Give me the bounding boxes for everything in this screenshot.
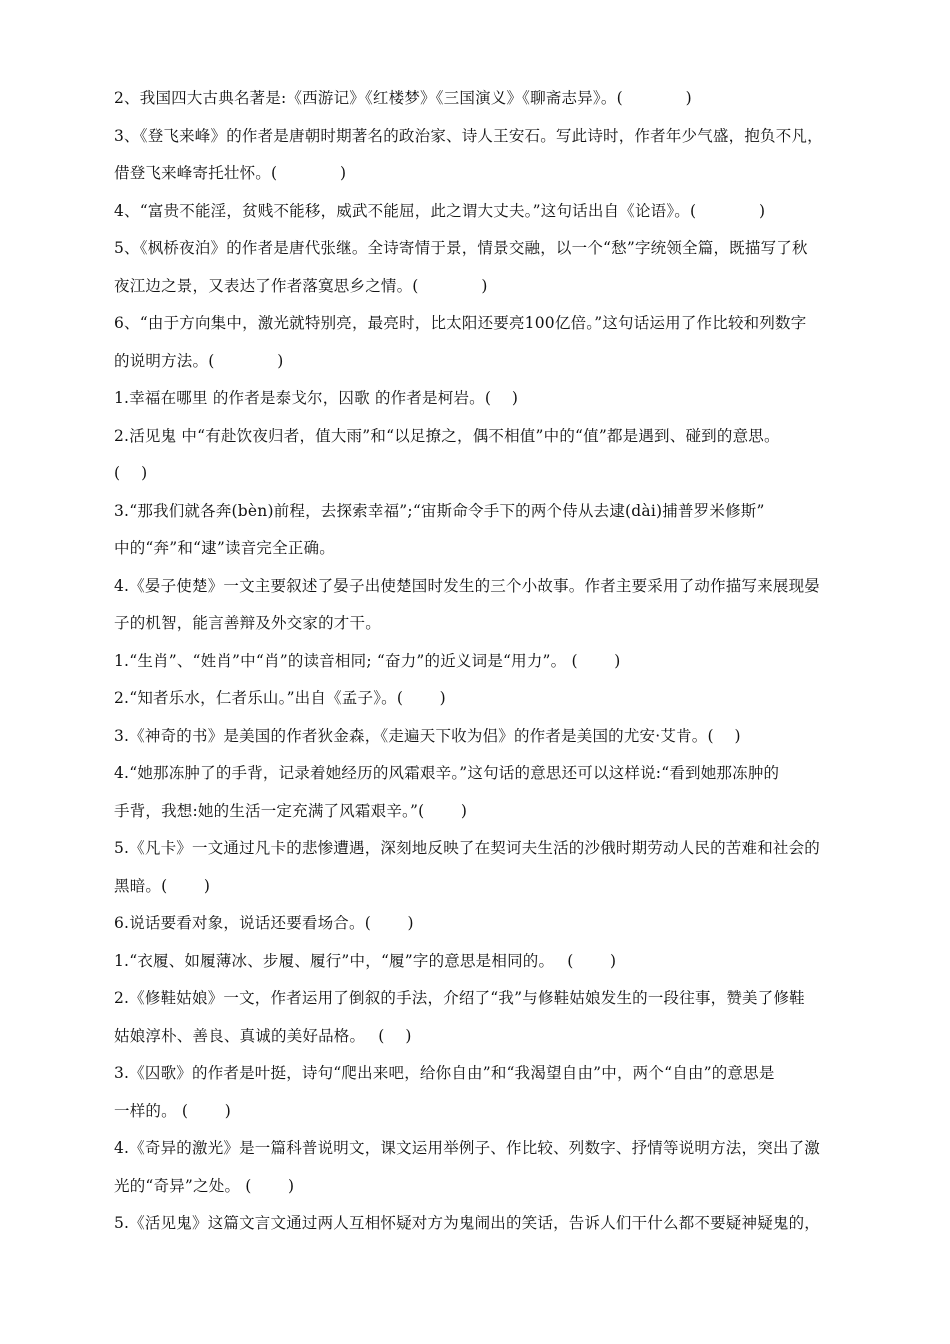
question-list xyxy=(114,80,876,1243)
text-line-17: 2.“知者乐水，仁者乐山。”出自《孟子》。( ) xyxy=(114,689,446,707)
text-line-18: 3.《神奇的书》是美国的作者狄金森，《走遍天下收为侣》的作者是美国的尤安·艾肯。( ) xyxy=(114,726,741,745)
text-line-10: 2.活见鬼 中“有赴饮夜归者，值大雨”和“以足撩之，偶不相值”中的“值”都是遇到、碰到的意思。 xyxy=(114,426,780,445)
text-line-6: 夜江边之景，又表达了作者落寞思乡之情。( ) xyxy=(114,276,488,295)
text-line-19: 4.“她那冻肿了的手背，记录着她经历的风霜艰辛。”这句话的意思还可以这样说:“看到她那冻肿的 xyxy=(114,764,780,782)
text-line-27: 3.《囚歌》的作者是叶挺，诗句“爬出来吧，给你自由”和“我渴望自由”中，两个“自由”的意思是 xyxy=(114,1064,775,1082)
text-line-5: 5、《枫桥夜泊》的作者是唐代张继。全诗寄情于景，情景交融，以一个“愁”字统领全篇，既描写了秋 xyxy=(114,239,808,257)
text-line-24: 1.“衣履、如履薄冰、步履、履行”中，“履”字的意思是相同的。 ( ) xyxy=(114,951,617,970)
text-line-31: 5.《活见鬼》这篇文言文通过两人互相怀疑对方为鬼闹出的笑话，告诉人们干什么都不要疑神疑鬼的， xyxy=(114,1214,820,1232)
text-line-7: 6、“由于方向集中，激光就特别亮，最亮时，比太阳还要亮100亿倍。”这句话运用了作比较和列数字 xyxy=(114,314,807,332)
text-line-22: 黑暗。( ) xyxy=(114,876,211,895)
text-line-9: 1.幸福在哪里 的作者是泰戈尔，囚歌 的作者是柯岩。( ) xyxy=(114,389,519,407)
text-line-26: 姑娘淳朴、善良、真诚的美好品格。 ( ) xyxy=(114,1026,412,1045)
text-line-29: 4.《奇异的激光》是一篇科普说明文，课文运用举例子、作比较、列数字、抒情等说明方法，突出了激 xyxy=(114,1139,820,1157)
text-line-2: 3、《登飞来峰》的作者是唐朝时期著名的政治家、诗人王安石。写此诗时，作者年少气盛，抱负不凡， xyxy=(114,126,823,145)
text-line-11: ( ) xyxy=(114,464,148,482)
text-line-21: 5.《凡卡》一文通过凡卡的悲惨遭遇，深刻地反映了在契诃夫生活的沙俄时期劳动人民的苦难和社会的 xyxy=(114,839,820,857)
text-line-23: 6.说话要看对象，说话还要看场合。( ) xyxy=(114,914,414,932)
text-line-13: 中的“奔”和“逮”读音完全正确。 xyxy=(114,539,335,557)
text-line-4: 4、“富贵不能淫，贫贱不能移，威武不能屈，此之谓大丈夫。”这句话出自《论语》。( ) xyxy=(114,201,766,220)
text-line-30: 光的“奇异”之处。 ( ) xyxy=(114,1176,295,1195)
text-line-8: 的说明方法。( ) xyxy=(114,351,284,370)
text-line-15: 子的机智，能言善辩及外交家的才干。 xyxy=(114,614,381,632)
text-line-20: 手背，我想:她的生活一定充满了风霜艰辛。”( ) xyxy=(114,801,468,820)
text-line-14: 4.《晏子使楚》一文主要叙述了晏子出使楚国时发生的三个小故事。作者主要采用了动作描写来展现晏 xyxy=(114,576,820,595)
text-line-28: 一样的。 ( ) xyxy=(114,1101,231,1120)
text-line-16: 1.“生肖”、“姓肖”中“肖”的读音相同; “奋力”的近义词是“用力”。 ( ) xyxy=(114,651,621,670)
text-line-3: 借登飞来峰寄托壮怀。( ) xyxy=(114,164,347,182)
text-line-1: 2、我国四大古典名著是:《西游记》《红楼梦》《三国演义》《聊斋志异》。( ) xyxy=(114,89,692,107)
text-line-25: 2.《修鞋姑娘》一文，作者运用了倒叙的手法，介绍了“我”与修鞋姑娘发生的一段往事，赞美了修鞋 xyxy=(114,989,805,1007)
text-line-12: 3.“那我们就各奔(bèn)前程，去探索幸福”;“宙斯命令手下的两个侍从去逮(dài)捕普罗米修斯” xyxy=(114,501,765,520)
